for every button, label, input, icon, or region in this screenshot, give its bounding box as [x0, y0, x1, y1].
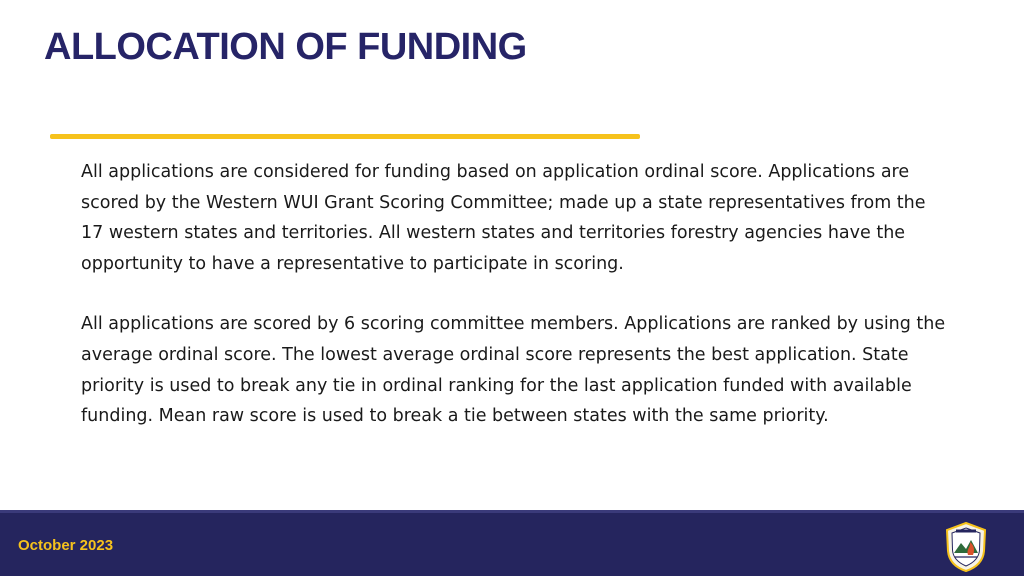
shield-emblem-icon — [944, 521, 988, 573]
slide-title: ALLOCATION OF FUNDING — [44, 26, 527, 68]
footer-bar — [0, 510, 1024, 576]
footer-date: October 2023 — [18, 537, 114, 554]
body-paragraph-1: All applications are considered for funding based on application ordinal score. Applications are scored by the Western WUI Grant Scoring Committee; made up a state representatives from the 17 western states and territories. All western states and territories forestry agencies have the opportunity to have a representative to participate in scoring. — [81, 162, 926, 274]
slide-body — [81, 157, 951, 462]
body-paragraph-2: All applications are scored by 6 scoring committee members. Applications are ranked by using the average ordinal score. The lowest average ordinal score represents the best application. State priority is used to break any tie in ordinal ranking for the last application funded with available funding. Mean raw score is used to break a tie between states with the same priority. — [81, 314, 946, 427]
title-accent-rule — [50, 134, 640, 139]
